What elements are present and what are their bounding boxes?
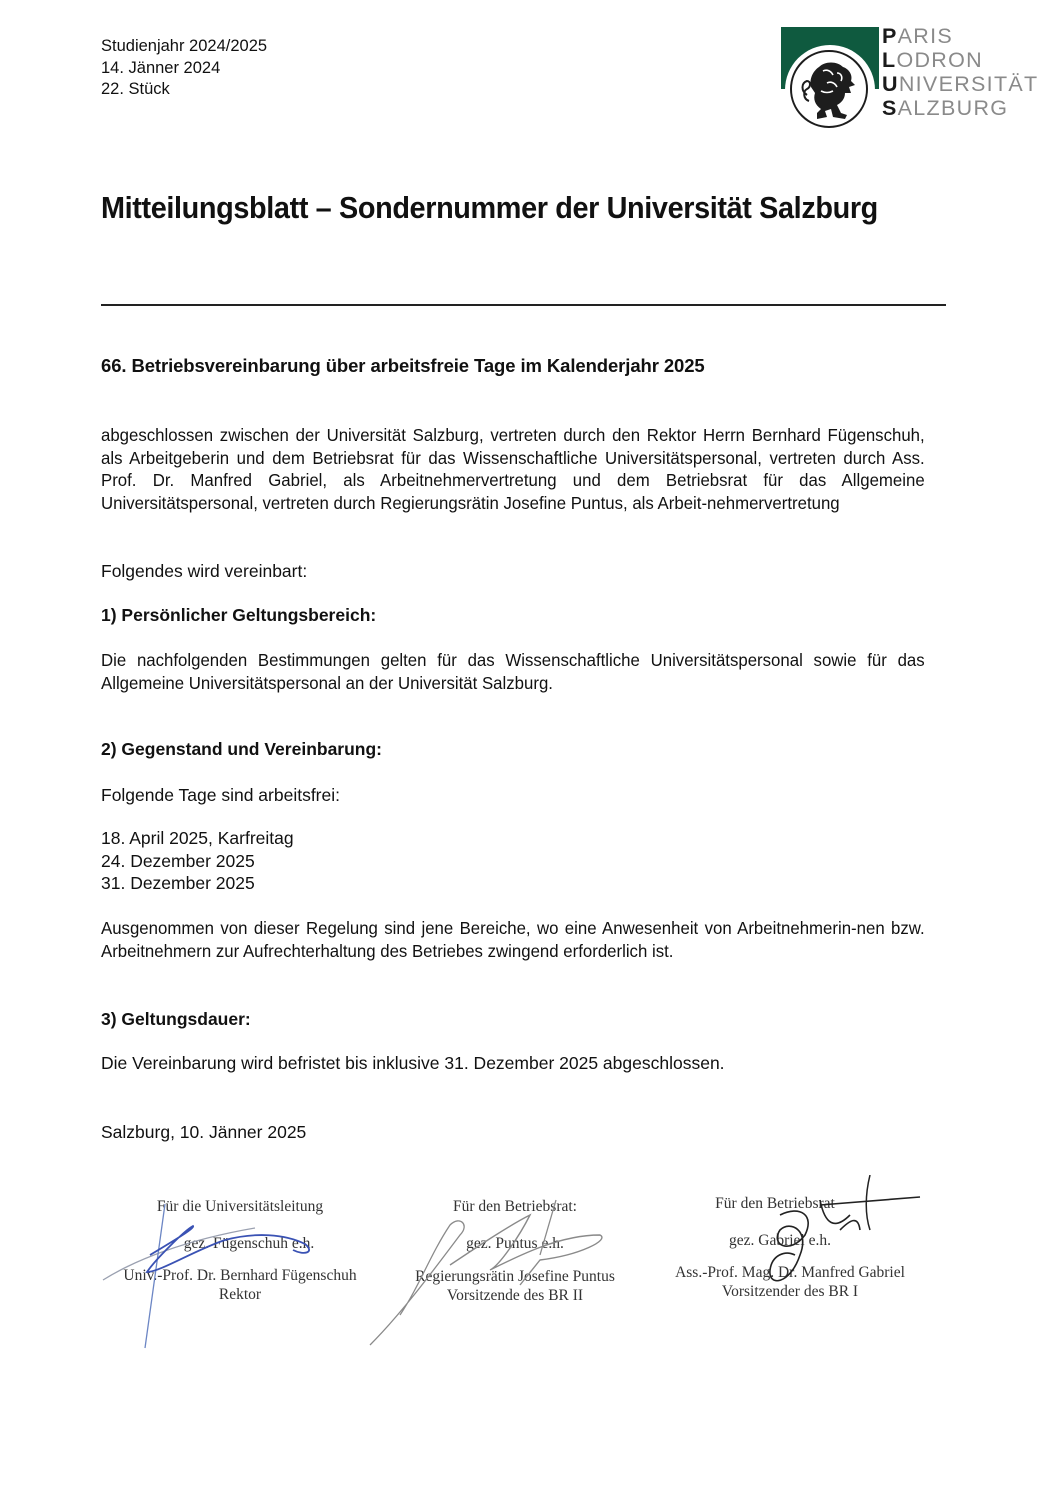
- signature-block-br1: [660, 1194, 920, 1301]
- logo-seal: [790, 50, 868, 128]
- signature-for: Für den Betriebsrat:: [453, 1198, 577, 1215]
- section-2-lead: Folgende Tage sind arbeitsfrei:: [101, 785, 340, 805]
- list-item: 24. Dezember 2025: [101, 850, 255, 871]
- section-1-text: Die nachfolgenden Bestimmungen gelten für das Wissenschaftliche Universitätspersonal sowie für das Allgemeine Universitätspersonal an der Universität Salzburg.: [101, 650, 925, 693]
- signature-role: Rektor: [218, 1286, 262, 1303]
- intro-paragraph: abgeschlossen zwischen der Universität Salzburg, vertreten durch den Rektor Herrn Bernhard Fügenschuh, als Arbeitgeberin und dem Betriebsrat für das Wissenschaftliche Universitätspersonal, vertreten durch Ass. Prof. Dr. Manfred Gabriel, als Arbeitnehmervertretung und dem Betriebsrat für das Allgemeine Universitätspersonal, vertreten durch Regierungsrätin Josefine Puntus, als Arbeit-nehmervertretung: [101, 425, 925, 513]
- signature-name: Univ.-Prof. Dr. Bernhard Fügenschuh: [123, 1267, 357, 1284]
- signature-block-rector: [110, 1197, 370, 1304]
- signature-role: Vorsitzende des BR II: [446, 1287, 584, 1304]
- signature-for: Für die Universitätsleitung: [156, 1198, 324, 1215]
- university-logo: [781, 24, 1041, 127]
- title-divider: [101, 304, 946, 306]
- logo-wordmark: PARIS LODRON UNIVERSITÄT SALZBURG: [882, 24, 1039, 120]
- document-title: Mitteilungsblatt – Sondernummer der Universität Salzburg: [101, 190, 878, 225]
- section-2-heading: 2) Gegenstand und Vereinbarung:: [101, 739, 383, 759]
- signature-name: Regierungsrätin Josefine Puntus: [415, 1268, 615, 1285]
- issue-date: 14. Jänner 2024: [101, 58, 221, 77]
- signature-signed: gez. Gabriel e.h.: [729, 1232, 831, 1249]
- free-days-list: [101, 827, 294, 895]
- study-year: Studienjahr 2024/2025: [101, 37, 268, 55]
- agreed-line: Folgendes wird vereinbart:: [101, 561, 308, 581]
- signature-signed: gez. Puntus e.h.: [466, 1235, 564, 1252]
- signature-block-br2: [400, 1197, 630, 1305]
- signature-signed: gez. Fügenschuh e.h.: [183, 1235, 315, 1252]
- agreement-title: 66. Betriebsvereinbarung über arbeitsfreie Tage im Kalenderjahr 2025: [101, 355, 705, 376]
- section-1-heading: 1) Persönlicher Geltungsbereich:: [101, 605, 377, 625]
- issue-meta: [101, 36, 267, 101]
- section-3-heading: 3) Geltungsdauer:: [101, 1009, 251, 1029]
- list-item: 18. April 2025, Karfreitag: [101, 828, 294, 848]
- lion-emblem-icon: [797, 57, 863, 123]
- signature-role: Vorsitzender des BR I: [721, 1283, 859, 1300]
- section-2-text: Ausgenommen von dieser Regelung sind jene Bereiche, wo eine Anwesenheit von Arbeitnehmerin-nen bzw. Arbeitnehmern zur Aufrechterhaltung des Betriebes zwingend erforderlich ist.: [101, 918, 925, 961]
- place-date: Salzburg, 10. Jänner 2025: [101, 1122, 307, 1142]
- issue-number: 22. Stück: [101, 80, 170, 98]
- list-item: 31. Dezember 2025: [101, 873, 255, 893]
- signature-name: Ass.-Prof. Mag. Dr. Manfred Gabriel: [675, 1264, 905, 1281]
- section-3-text: Die Vereinbarung wird befristet bis inklusive 31. Dezember 2025 abgeschlossen.: [101, 1053, 725, 1073]
- signature-for: Für den Betriebsrat: [715, 1195, 835, 1212]
